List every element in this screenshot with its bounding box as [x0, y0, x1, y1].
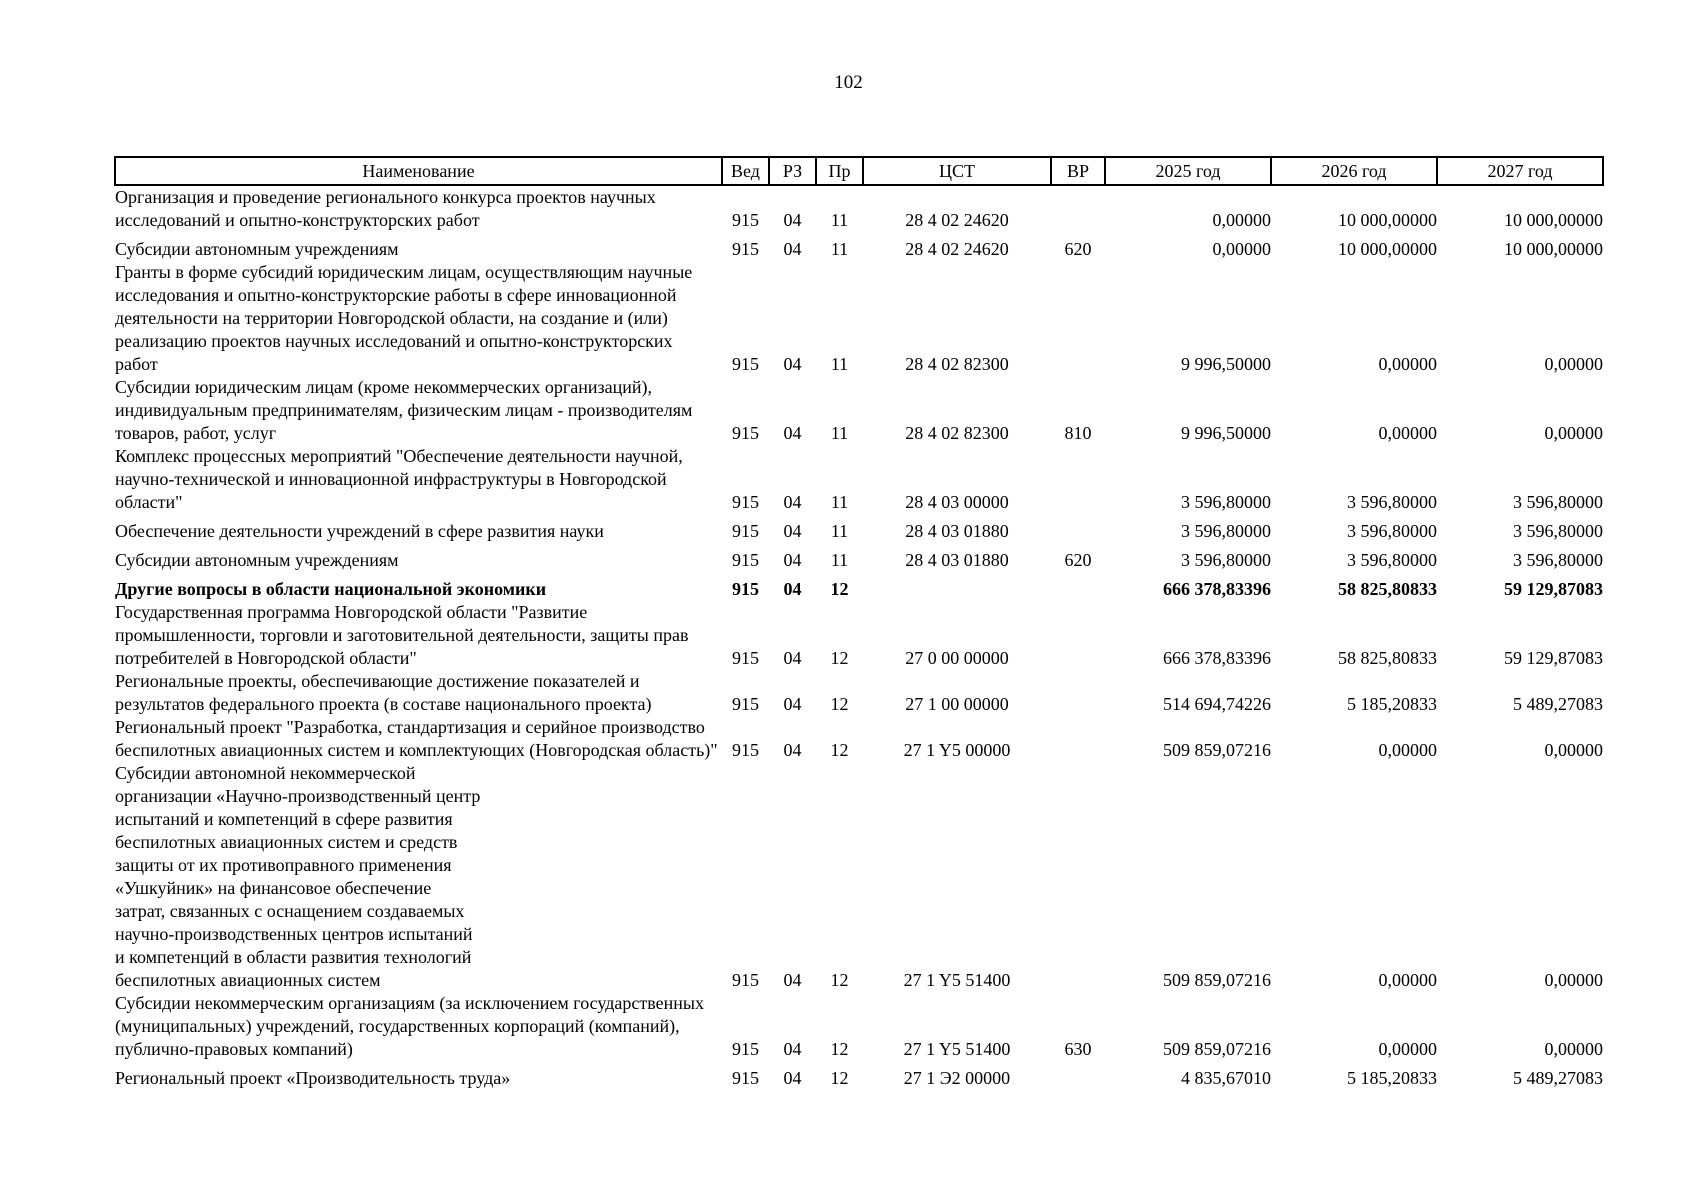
row-ved: 915	[732, 210, 759, 230]
row-name: Региональный проект «Производительность труда»	[115, 1068, 511, 1088]
row-ved: 915	[732, 740, 759, 760]
row-2025: 4 835,67010	[1181, 1068, 1271, 1088]
row-name: Субсидии юридическим лицам (кроме некоммерческих организаций), индивидуальным предпринимателям, физическим лицам - производителям товаров, работ, услуг	[115, 377, 693, 443]
row-pr: 11	[830, 492, 849, 512]
row-2025: 666 378,83396	[1163, 648, 1271, 668]
row-cst: 28 4 03 00000	[905, 492, 1009, 512]
row-rz: 04	[783, 492, 802, 512]
row-ved: 915	[732, 492, 759, 512]
table-row	[115, 232, 1603, 261]
row-2027: 3 596,80000	[1513, 550, 1603, 570]
header-row	[115, 157, 1603, 185]
row-ved: 915	[732, 239, 759, 259]
row-name: Субсидии некоммерческим организациям (за исключением государственных (муниципальных) учреждений, государственных корпораций (компаний), публично-правовых компаний)	[115, 993, 705, 1059]
row-cst	[863, 572, 1051, 601]
row-2026: 3 596,80000	[1347, 492, 1437, 512]
row-name: Гранты в форме субсидий юридическим лицам, осуществляющим научные исследования и опытно-конструкторские работы в сфере инновационной деятельности на территории Новгородской области, на создание и (или) реализацию проектов научных исследований и опытно-конструкторских работ	[115, 262, 693, 374]
row-2027: 0,00000	[1544, 740, 1603, 760]
row-vr: 620	[1064, 550, 1092, 570]
table-row	[115, 376, 1603, 445]
header-vr: ВР	[1051, 157, 1105, 185]
row-vr	[1051, 601, 1105, 670]
row-2026: 0,00000	[1378, 423, 1437, 443]
row-name	[115, 762, 722, 992]
row-2026: 5 185,20833	[1347, 694, 1437, 714]
row-2025: 509 859,07216	[1163, 1039, 1271, 1059]
row-name: Региональные проекты, обеспечивающие достижение показателей и результатов федерального проекта (в составе национального проекта)	[115, 671, 652, 714]
row-pr: 12	[830, 694, 849, 714]
row-vr	[1051, 261, 1105, 376]
row-ved: 915	[732, 1039, 759, 1059]
table-row	[115, 543, 1603, 572]
row-2026: 10 000,00000	[1338, 239, 1437, 259]
row-ved: 915	[732, 579, 759, 599]
row-name: Региональный проект "Разработка, стандартизация и серийное производство беспилотных авиационных систем и комплектующих (Новгородская область)"	[115, 717, 718, 760]
row-pr: 12	[830, 1039, 849, 1059]
row-2025: 509 859,07216	[1163, 740, 1271, 760]
row-2025: 666 378,83396	[1163, 579, 1271, 599]
row-rz: 04	[783, 1068, 802, 1088]
row-2025: 3 596,80000	[1181, 492, 1271, 512]
row-cst: 28 4 03 01880	[905, 550, 1009, 570]
row-name: Организация и проведение регионального конкурса проектов научных исследований и опытно-конструкторских работ	[115, 187, 656, 230]
row-2027: 3 596,80000	[1513, 492, 1603, 512]
row-name: Комплекс процессных мероприятий "Обеспечение деятельности научной, научно-технической и инновационной инфраструктуры в Новгородской области"	[115, 446, 683, 512]
budget-table	[114, 156, 1604, 1090]
table-row	[115, 670, 1603, 716]
header-ved: Вед	[722, 157, 769, 185]
row-2026: 3 596,80000	[1347, 521, 1437, 541]
row-2027: 59 129,87083	[1504, 648, 1603, 668]
row-2026: 0,00000	[1378, 1039, 1437, 1059]
row-2026: 0,00000	[1378, 354, 1437, 374]
row-2025: 0,00000	[1212, 210, 1271, 230]
header-rz: РЗ	[769, 157, 816, 185]
row-2025: 3 596,80000	[1181, 550, 1271, 570]
table-body	[115, 185, 1603, 1090]
row-ved: 915	[732, 648, 759, 668]
row-pr: 11	[830, 521, 849, 541]
row-pr: 12	[830, 1068, 849, 1088]
row-rz: 04	[783, 239, 802, 259]
row-rz: 04	[783, 354, 802, 374]
header-name: Наименование	[115, 157, 722, 185]
table-row	[115, 992, 1603, 1061]
table-row	[115, 716, 1603, 762]
row-pr: 11	[830, 550, 849, 570]
header-2026: 2026 год	[1271, 157, 1437, 185]
row-vr: 630	[1064, 1039, 1092, 1059]
row-ved: 915	[732, 694, 759, 714]
row-cst: 27 1 00 00000	[905, 694, 1009, 714]
row-vr: 810	[1064, 423, 1092, 443]
table-row	[115, 261, 1603, 376]
row-ved: 915	[732, 423, 759, 443]
row-2025: 3 596,80000	[1181, 521, 1271, 541]
row-cst: 28 4 03 01880	[905, 521, 1009, 541]
row-name: Обеспечение деятельности учреждений в сфере развития науки	[115, 521, 604, 541]
row-pr: 12	[830, 740, 849, 760]
row-2026: 0,00000	[1378, 970, 1437, 990]
header-2025: 2025 год	[1105, 157, 1271, 185]
row-2025: 0,00000	[1212, 239, 1271, 259]
row-2027: 59 129,87083	[1504, 579, 1603, 599]
table-row-section-total	[115, 572, 1603, 601]
row-vr	[1051, 572, 1105, 601]
row-rz: 04	[783, 694, 802, 714]
row-2026: 3 596,80000	[1347, 550, 1437, 570]
row-2027: 10 000,00000	[1504, 210, 1603, 230]
row-2026: 5 185,20833	[1347, 1068, 1437, 1088]
table-row	[115, 601, 1603, 670]
row-2027: 0,00000	[1544, 354, 1603, 374]
table-row	[115, 445, 1603, 514]
row-pr: 12	[830, 970, 849, 990]
row-vr	[1051, 445, 1105, 514]
row-vr	[1051, 716, 1105, 762]
row-ved: 915	[732, 521, 759, 541]
row-pr: 11	[830, 210, 849, 230]
row-2026: 58 825,80833	[1338, 579, 1437, 599]
row-2025: 509 859,07216	[1163, 970, 1271, 990]
row-2025: 9 996,50000	[1181, 354, 1271, 374]
row-rz: 04	[783, 423, 802, 443]
row-ved: 915	[732, 550, 759, 570]
table-row	[115, 514, 1603, 543]
row-2026: 58 825,80833	[1338, 648, 1437, 668]
row-2027: 0,00000	[1544, 1039, 1603, 1059]
row-2026: 10 000,00000	[1338, 210, 1437, 230]
row-cst: 28 4 02 24620	[905, 239, 1009, 259]
row-rz: 04	[783, 970, 802, 990]
row-2027: 0,00000	[1544, 970, 1603, 990]
row-cst: 28 4 02 82300	[905, 354, 1009, 374]
row-cst: 27 0 00 00000	[905, 648, 1009, 668]
row-2027: 0,00000	[1544, 423, 1603, 443]
row-pr: 12	[830, 579, 849, 599]
row-ved: 915	[732, 1068, 759, 1088]
row-2025: 9 996,50000	[1181, 423, 1271, 443]
row-cst: 28 4 02 82300	[905, 423, 1009, 443]
row-ved: 915	[732, 354, 759, 374]
row-name: Государственная программа Новгородской области "Развитие промышленности, торговли и заготовительной деятельности, защиты прав потребителей в Новгородской области"	[115, 602, 689, 668]
row-name: Субсидии автономным учреждениям	[115, 239, 399, 259]
row-pr: 11	[830, 423, 849, 443]
row-pr: 12	[830, 648, 849, 668]
row-cst: 27 1 Y5 51400	[903, 970, 1011, 990]
row-rz: 04	[783, 579, 802, 599]
row-vr	[1051, 185, 1105, 232]
row-rz: 04	[783, 210, 802, 230]
row-vr	[1051, 514, 1105, 543]
row-pr: 11	[830, 354, 849, 374]
row-cst: 27 1 Y5 00000	[903, 740, 1011, 760]
table-header	[115, 157, 1603, 185]
row-2027: 10 000,00000	[1504, 239, 1603, 259]
table-row	[115, 762, 1603, 992]
row-name: Другие вопросы в области национальной экономики	[115, 579, 547, 599]
row-cst: 27 1 Y5 51400	[903, 1039, 1011, 1059]
page-number: 102	[834, 72, 863, 93]
row-vr	[1051, 762, 1105, 992]
row-rz: 04	[783, 521, 802, 541]
row-2027: 3 596,80000	[1513, 521, 1603, 541]
row-pr: 11	[830, 239, 849, 259]
row-vr: 620	[1064, 239, 1092, 259]
row-cst: 28 4 02 24620	[905, 210, 1009, 230]
row-rz: 04	[783, 740, 802, 760]
header-2027: 2027 год	[1437, 157, 1603, 185]
row-ved: 915	[732, 970, 759, 990]
header-pr: Пр	[816, 157, 863, 185]
table-row	[115, 1061, 1603, 1090]
row-2026: 0,00000	[1378, 740, 1437, 760]
row-rz: 04	[783, 1039, 802, 1059]
row-vr	[1051, 1061, 1105, 1090]
header-cst: ЦСТ	[863, 157, 1051, 185]
row-2027: 5 489,27083	[1513, 1068, 1603, 1088]
row-name-text: Субсидии автономной некоммерческой организации «Научно-производственный центр испытаний и компетенций в сфере развития беспилотных авиационных систем и средств защиты от их противоправного применения «Ушкуйник» на финансовое обеспечение затрат, связанных с оснащением создаваемых научно-производственных центров испытаний и компетенций в области развития технологий беспилотных авиационных систем	[115, 763, 481, 990]
row-name: Субсидии автономным учреждениям	[115, 550, 399, 570]
row-2025: 514 694,74226	[1163, 694, 1271, 714]
row-2027: 5 489,27083	[1513, 694, 1603, 714]
row-vr	[1051, 670, 1105, 716]
row-cst: 27 1 Э2 00000	[903, 1068, 1011, 1088]
row-rz: 04	[783, 550, 802, 570]
table-row	[115, 185, 1603, 232]
row-rz: 04	[783, 648, 802, 668]
